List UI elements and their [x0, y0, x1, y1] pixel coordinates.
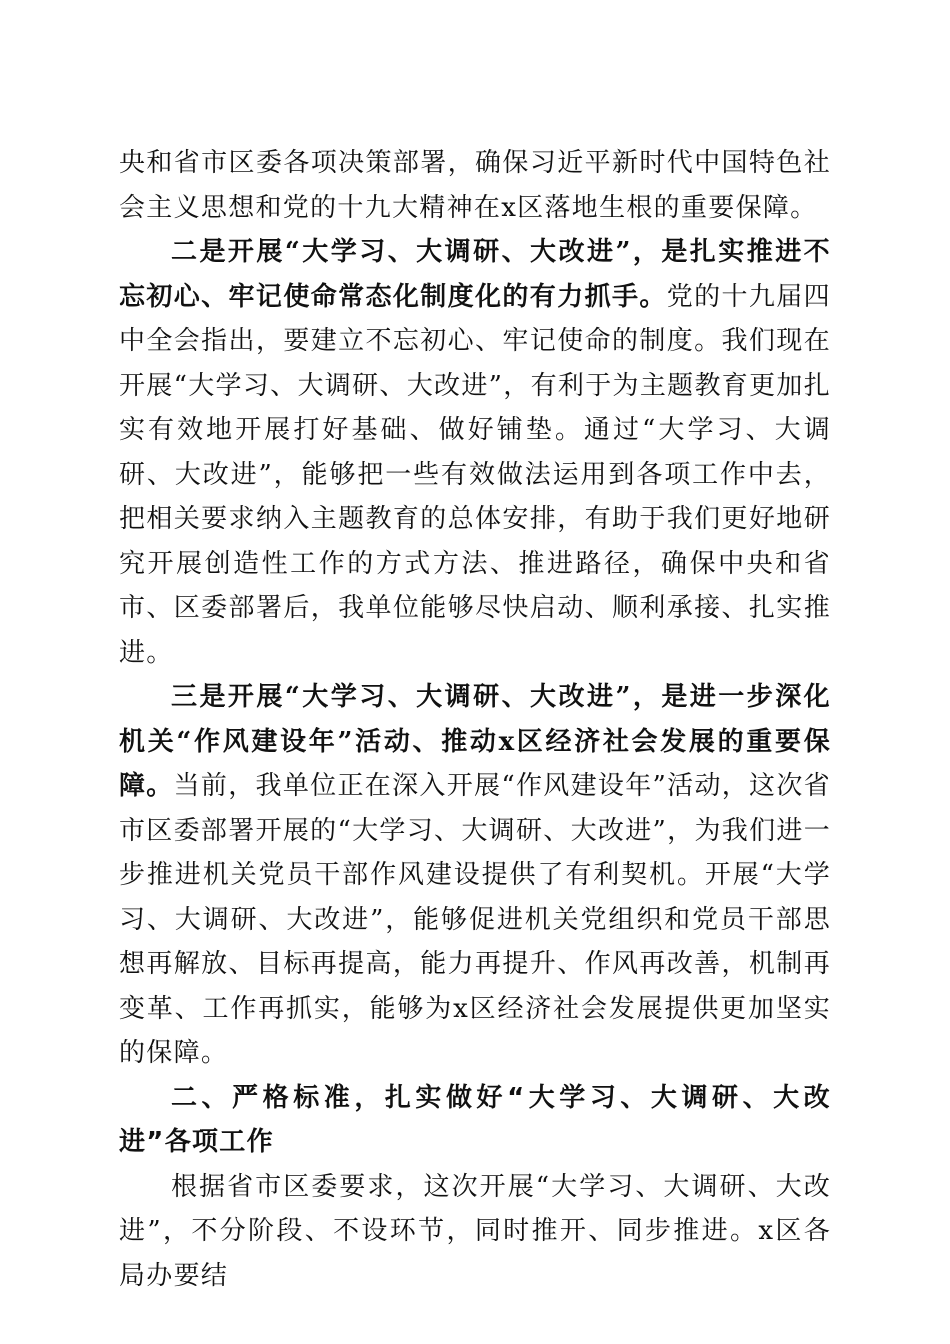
paragraph-point-three-lead: 三是开展“大学习、大调研、大改进”，是进一步深化机关“作风建设年”活动、推动x区经济社会发展的重要保障。 [119, 682, 831, 801]
paragraph-point-three-body: 当前，我单位正在深入开展“作风建设年”活动，这次省市区委部署开展的“大学习、大调研、大改进”，为我们进一步推进机关党员干部作风建设提供了有利契机。开展“大学习、大调研、大改进”，能够促进机关党组织和党员干部思想再解放、目标再提高，能力再提升、作风再改善，机制再变革、工作再抓实，能够为x区经济社会发展提供更加坚实的保障。 [119, 771, 831, 1068]
section-heading: 二、严格标准，扎实做好“大学习、大调研、大改进”各项工作 [119, 1082, 831, 1157]
paragraph-continuation: 央和省市区委各项决策部署，确保习近平新时代中国特色社会主义思想和党的十九大精神在x区落地生根的重要保障。 [119, 148, 831, 223]
paragraph-point-two-lead: 二是开展“大学习、大调研、大改进”，是扎实推进不忘初心、牢记使命常态化制度化的有力抓手。 [119, 237, 831, 312]
paragraph-point-two [119, 230, 831, 675]
paragraph-point-two-body: 党的十九届四中全会指出，要建立不忘初心、牢记使命的制度。我们现在开展“大学习、大调研、大改进”，有利于为主题教育更加扎实有效地开展打好基础、做好铺垫。通过“大学习、大调研、大改进”，能够把一些有效做法运用到各项工作中去，把相关要求纳入主题教育的总体安排，有助于我们更好地研究开展创造性工作的方式方法、推进路径，确保中央和省市、区委部署后，我单位能够尽快启动、顺利承接、扎实推进。 [119, 281, 831, 668]
paragraph-section-intro: 根据省市区委要求，这次开展“大学习、大调研、大改进”，不分阶段、不设环节，同时推开、同步推进。x区各局办要结 [119, 1171, 831, 1291]
document-body [119, 141, 831, 1298]
paragraph-point-three [119, 675, 831, 1076]
